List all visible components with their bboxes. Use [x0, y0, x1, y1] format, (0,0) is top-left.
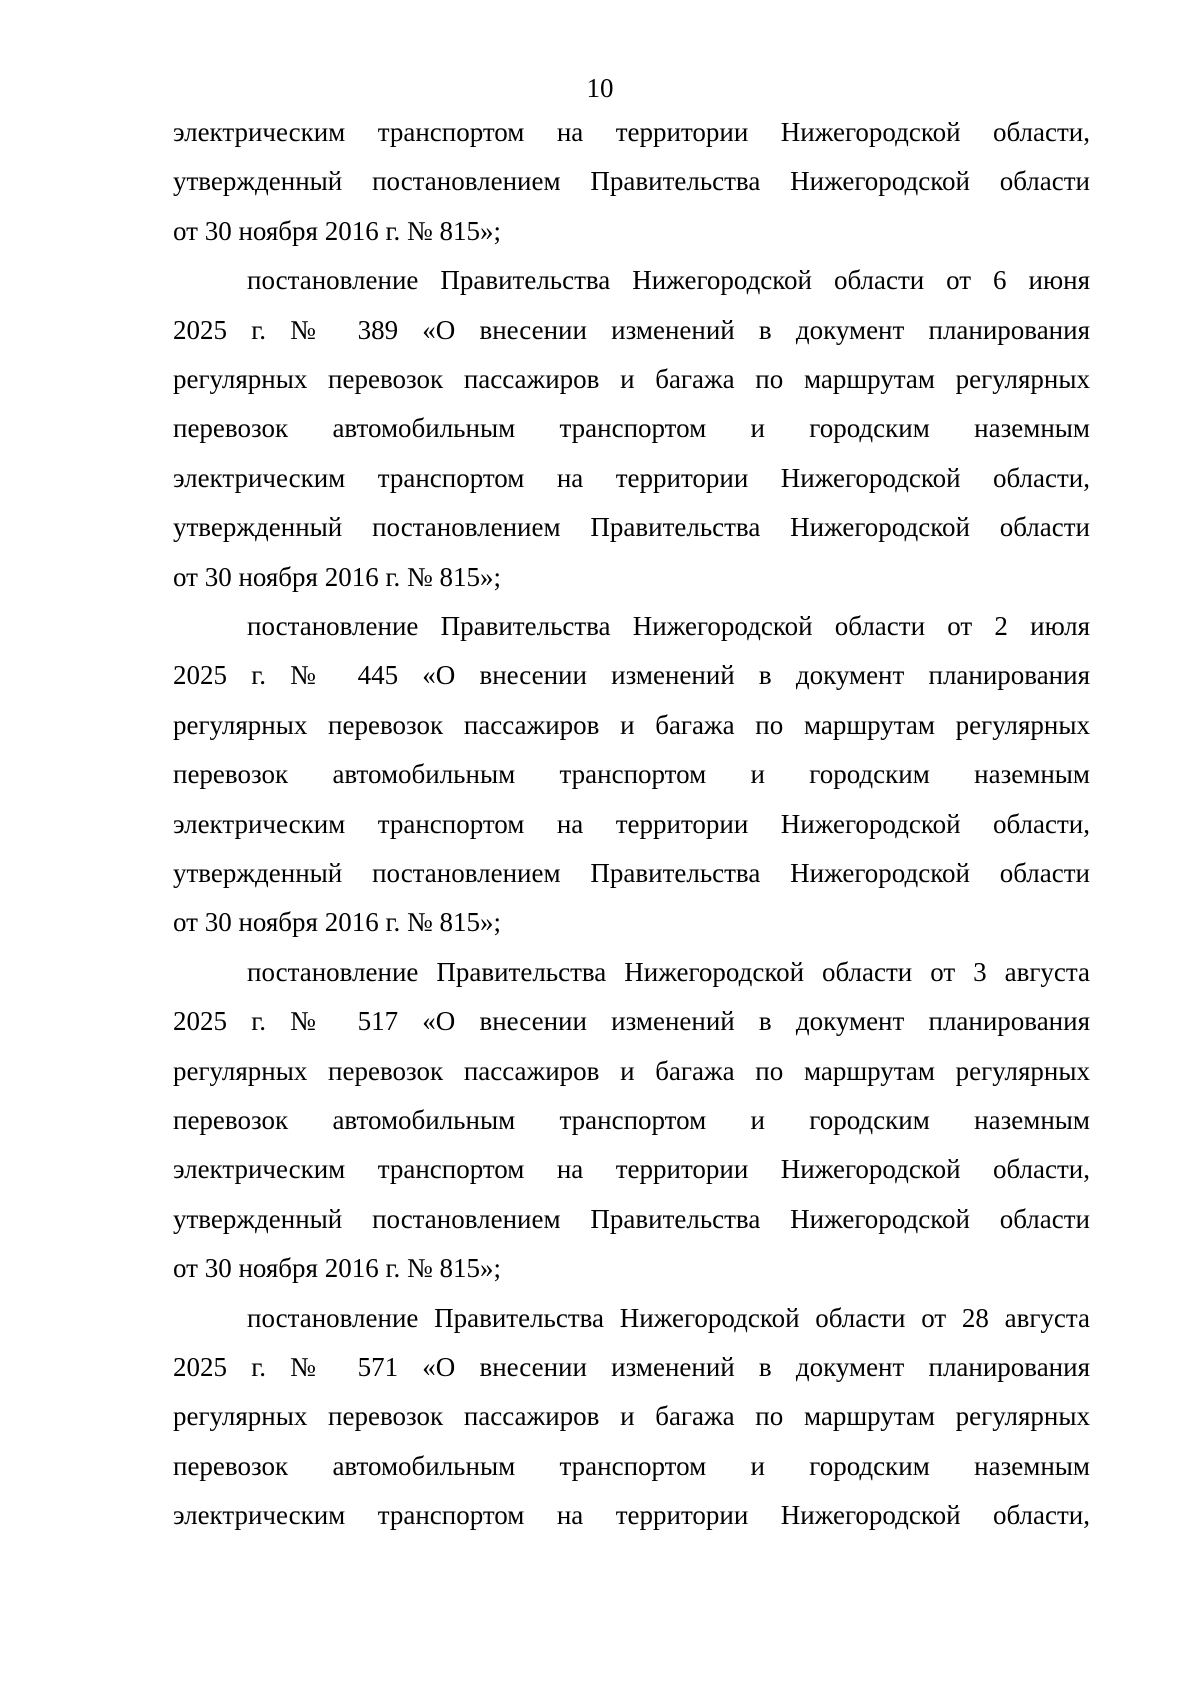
- text-line: перевозок автомобильным транспортом и городским наземным: [173, 413, 1090, 443]
- text-line: от 30 ноября 2016 г. № 815»;: [173, 216, 501, 246]
- text-line: регулярных перевозок пассажиров и багажа по маршрутам регулярных: [173, 710, 1090, 740]
- text-line: 2025 г. № 517 «О внесении изменений в документ планирования: [173, 1006, 1090, 1036]
- text-line: утвержденный постановлением Правительства Нижегородской области: [173, 858, 1090, 888]
- text-line: регулярных перевозок пассажиров и багажа по маршрутам регулярных: [173, 1056, 1090, 1086]
- text-line: от 30 ноября 2016 г. № 815»;: [173, 562, 501, 592]
- text-line: 2025 г. № 445 «О внесении изменений в документ планирования: [173, 660, 1090, 690]
- text-line: электрическим транспортом на территории Нижегородской области,: [173, 1154, 1090, 1184]
- text-line: регулярных перевозок пассажиров и багажа по маршрутам регулярных: [173, 1401, 1090, 1431]
- text-line: утвержденный постановлением Правительства Нижегородской области: [173, 512, 1090, 542]
- text-line: 2025 г. № 389 «О внесении изменений в документ планирования: [173, 315, 1090, 345]
- text-line: утвержденный постановлением Правительства Нижегородской области: [173, 1204, 1090, 1234]
- text-line: от 30 ноября 2016 г. № 815»;: [173, 1253, 501, 1283]
- paragraph-first-line: постановление Правительства Нижегородской области от 6 июня: [247, 265, 1090, 295]
- paragraph-first-line: постановление Правительства Нижегородской области от 28 августа: [247, 1303, 1090, 1333]
- paragraph-first-line: постановление Правительства Нижегородской области от 3 августа: [247, 957, 1090, 987]
- text-line: электрическим транспортом на территории Нижегородской области,: [173, 1500, 1090, 1530]
- text-line: утвержденный постановлением Правительства Нижегородской области: [173, 166, 1090, 196]
- text-line: 2025 г. № 571 «О внесении изменений в документ планирования: [173, 1352, 1090, 1382]
- text-line: электрическим транспортом на территории Нижегородской области,: [173, 463, 1090, 493]
- text-line: регулярных перевозок пассажиров и багажа по маршрутам регулярных: [173, 364, 1090, 394]
- text-line: электрическим транспортом на территории Нижегородской области,: [173, 809, 1090, 839]
- text-line: перевозок автомобильным транспортом и городским наземным: [173, 1451, 1090, 1481]
- text-line: от 30 ноября 2016 г. № 815»;: [173, 907, 501, 937]
- page-number: 10: [586, 73, 614, 103]
- text-line: перевозок автомобильным транспортом и городским наземным: [173, 759, 1090, 789]
- text-line: электрическим транспортом на территории Нижегородской области,: [173, 117, 1090, 147]
- text-line: перевозок автомобильным транспортом и городским наземным: [173, 1105, 1090, 1135]
- paragraph-first-line: постановление Правительства Нижегородской области от 2 июля: [247, 611, 1090, 641]
